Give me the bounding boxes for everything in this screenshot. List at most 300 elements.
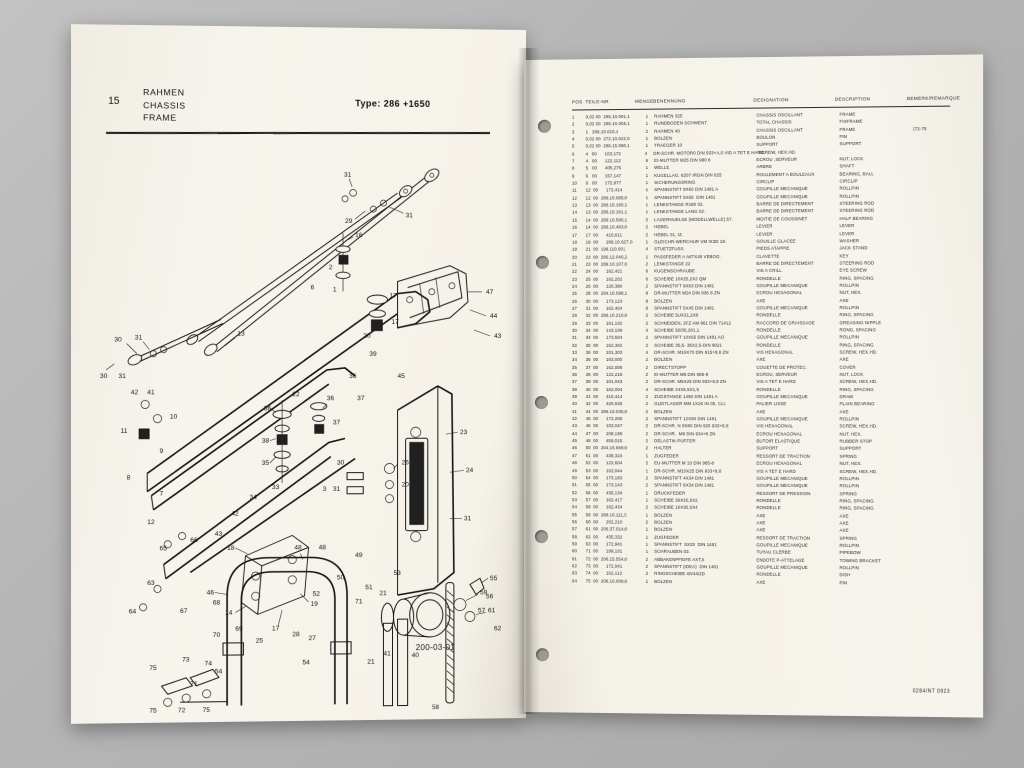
cell-designation: RONDELLE — [756, 497, 781, 503]
cell-benennung: ZUGFEDER — [654, 534, 679, 540]
svg-text:31: 31 — [118, 373, 126, 381]
cell-designation: GOUPILLE MECANIQUE — [756, 475, 808, 481]
svg-text:9: 9 — [159, 448, 164, 456]
cell-pos: 41 — [572, 408, 578, 414]
cell-pos: 3 — [572, 129, 575, 135]
cell-part-number: 30 00 173,123 — [585, 298, 623, 304]
cell-qty: 1 — [645, 534, 649, 540]
cell-description: AXE — [839, 513, 849, 519]
table-row — [572, 371, 953, 379]
cell-benennung: SPANNSTIFT 10X55 DIN 1481 AO — [654, 334, 725, 341]
cell-designation: SUPPORT — [756, 142, 779, 148]
cell-pos: 30 — [572, 327, 578, 333]
svg-text:12: 12 — [147, 519, 155, 527]
column-header-description: DESCRIPTION — [834, 96, 871, 102]
cell-remark — [913, 416, 953, 424]
cell-pos: 48 — [572, 460, 578, 466]
cell-designation: BUTOIR ELASTIQUE — [756, 438, 801, 444]
svg-text:54: 54 — [214, 668, 223, 676]
cell-designation: TOTAL CHASSIS — [756, 119, 792, 126]
cell-qty: 1 — [645, 541, 649, 547]
cell-benennung: DR-SCHR. M6X25 DIN 933+8,8 ZN — [654, 379, 727, 385]
cell-benennung: HALTER — [654, 445, 672, 451]
cell-pos: 51 — [572, 482, 578, 488]
cell-qty: 2 — [645, 438, 649, 444]
cell-qty: 1 — [645, 187, 649, 193]
cell-part-number: 32 00 286.10.210,0 — [585, 313, 628, 319]
cell-description: RING, SPACING — [839, 386, 874, 392]
cell-benennung: BOLZEN — [654, 512, 673, 518]
cell-qty: 2 — [645, 357, 649, 363]
cell-pos: 18 — [572, 239, 578, 245]
cell-qty: 2 — [645, 394, 649, 400]
cell-part-number: 0,02 00 286.10.001,1 — [585, 113, 630, 120]
cell-qty: 1 — [645, 526, 649, 532]
cell-description: RING, SPACING — [839, 342, 874, 348]
cell-qty: 2 — [645, 556, 649, 562]
cell-designation: CIRCLIP — [756, 179, 775, 185]
cell-pos: 27 — [572, 305, 578, 311]
cell-part-number: 36 00 101,303 — [585, 349, 623, 355]
svg-text:18: 18 — [227, 544, 235, 552]
cell-part-number: 57 00 162,417 — [585, 497, 623, 503]
cell-qty: 4 — [645, 327, 649, 333]
page-number: 15 — [108, 95, 120, 107]
svg-text:14: 14 — [225, 609, 233, 617]
cell-part-number: 6 00 157,147 — [585, 172, 622, 179]
cell-qty: 2 — [645, 504, 649, 510]
cell-pos: 21 — [572, 261, 578, 267]
cell-description: LEVER — [839, 230, 855, 236]
cell-part-number: 26 00 120,380 — [585, 283, 623, 289]
cell-qty: 1 — [645, 578, 649, 584]
cell-qty: 2 — [645, 460, 649, 466]
cell-qty: 1 — [645, 121, 649, 127]
cell-designation: PALIER LISSE — [756, 401, 787, 407]
cell-description: PIN — [839, 579, 848, 586]
cell-designation: BARRE DE DIRECTEMENT — [756, 260, 814, 266]
cell-pos: 49 — [572, 467, 578, 473]
cell-description: STEERING ROD — [839, 260, 875, 266]
cell-designation: GOUPILLE MECANIQUE — [756, 416, 808, 422]
svg-text:2: 2 — [328, 264, 333, 272]
right-page — [524, 54, 983, 717]
cell-benennung: STUETZFUSS — [654, 246, 684, 252]
cell-remark — [913, 326, 953, 334]
svg-text:51: 51 — [365, 584, 373, 592]
cell-designation: RESSORT DE PRESSION — [756, 490, 811, 496]
cell-benennung: DR-SCHR. M16X70 DIN 915+8,8 ZN — [654, 349, 729, 355]
svg-text:55: 55 — [490, 575, 498, 583]
cell-description: SCREW, HEX.HD. — [839, 468, 878, 474]
cell-remark — [913, 378, 953, 385]
cell-description: DRAW — [839, 394, 854, 400]
svg-text:30: 30 — [336, 459, 345, 467]
cell-designation: GOUPILLE MECANIQUE — [756, 334, 808, 340]
cell-remark — [913, 281, 953, 289]
cell-qty: 8 — [645, 298, 649, 304]
left-column-hardware — [120, 389, 243, 640]
cell-benennung: EU-MUTTER M 10 DIN 985-8 — [654, 460, 715, 466]
svg-text:40: 40 — [411, 652, 419, 660]
cell-remark — [913, 266, 953, 274]
cell-designation: LEVIER — [756, 231, 773, 237]
cell-qty: 1 — [645, 209, 649, 215]
cell-qty: 2 — [645, 217, 649, 223]
cell-part-number: 1 286.10.010,1 — [585, 128, 619, 135]
cell-part-number: 13 00 286.10.160,1 — [585, 202, 628, 208]
cell-description: ROLLPIN — [839, 304, 860, 311]
cell-qty: 2 — [645, 401, 649, 407]
svg-text:31: 31 — [134, 334, 143, 342]
cell-benennung: RAHMEN 325 — [654, 113, 683, 119]
cell-description: RONG, SPACING — [839, 327, 877, 333]
cell-part-number: 34 00 143,109 — [585, 327, 623, 333]
cell-part-number: 61 00 206.37.014,0 — [585, 526, 628, 532]
cell-qty: 2 — [645, 371, 649, 377]
cell-designation: RONDELLE — [756, 312, 781, 318]
cell-part-number: 34 00 173,504 — [585, 335, 623, 341]
cell-benennung: DELASTIK-PUFFER — [654, 438, 696, 444]
cell-remark — [913, 490, 953, 498]
exploded-assembly-drawing — [92, 138, 510, 715]
cell-part-number: 28 00 284.10.598,1 — [585, 290, 628, 297]
cell-qty: 8 — [645, 290, 649, 296]
cell-description: SHAFT — [839, 163, 855, 169]
cell-pos: 17 — [572, 232, 578, 238]
cell-description: ROLLPIN — [839, 565, 860, 571]
svg-text:38: 38 — [261, 437, 270, 445]
cell-benennung: SCHEIBE 36X25,5X2 — [654, 497, 698, 503]
cell-description: CIRCLIP — [839, 178, 858, 184]
cell-benennung: TRAEGER 10 — [654, 142, 683, 149]
svg-text:49: 49 — [355, 552, 363, 560]
cell-benennung: ZUGSTANGE 1490 DIN 1481 A — [654, 394, 718, 400]
cell-benennung: SPANNSTIFT 5X65 DIN 1481 — [654, 194, 716, 200]
cell-designation: VIS A TET E HARD — [756, 468, 796, 474]
cell-benennung: SCHNEIDEN, 2FZ AM 861 DIN 71412 — [654, 320, 731, 326]
svg-text:13: 13 — [237, 330, 245, 338]
cell-remark — [913, 386, 953, 393]
cell-part-number: 60 00 202,210 — [585, 519, 623, 525]
cell-description: SUPPORT — [839, 141, 862, 147]
svg-text:23: 23 — [459, 429, 468, 437]
cell-benennung: BOLZEN — [654, 519, 673, 525]
svg-text:45: 45 — [397, 373, 405, 381]
cell-qty: 1 — [645, 202, 649, 208]
cell-qty: 1 — [645, 497, 649, 503]
cell-qty: 4 — [644, 150, 648, 156]
cell-part-number: 62 00 435,332 — [585, 533, 623, 540]
cell-designation: GOUPILLE MECANIQUE — [756, 186, 808, 192]
cell-remark — [913, 311, 953, 319]
cell-qty: 1 — [645, 194, 649, 200]
cell-benennung: KUGELLAG. 6207 IRGN DIN 625 — [654, 172, 722, 178]
parts-table-header — [572, 95, 961, 105]
cell-part-number: 14 00 289.10.590,1 — [585, 217, 628, 223]
cell-description: RUBBER STOP — [839, 438, 873, 444]
cell-pos: 50 — [572, 475, 578, 481]
cell-description: COVER — [839, 364, 856, 370]
header-rule — [106, 132, 490, 134]
cell-benennung: RINGSCHEIBE 40/44/2D — [654, 571, 705, 577]
svg-text:39: 39 — [369, 350, 377, 358]
svg-text:36: 36 — [326, 395, 335, 403]
open-book — [78, 18, 978, 730]
cell-pos: 10 — [572, 180, 578, 186]
cell-pos: 6 — [572, 151, 575, 157]
cell-part-number: 51 00 438,324 — [585, 452, 623, 459]
cell-designation: ECROU HEXAGONAL — [756, 460, 803, 466]
cell-qty: 1 — [645, 467, 649, 473]
cell-designation: ECROU HEXAGONAL — [756, 290, 803, 296]
cell-pos: 28 — [572, 313, 578, 319]
cell-part-number: 71 00 199,101 — [585, 548, 623, 554]
cell-part-number: 42 00 420,626 — [585, 401, 623, 407]
cell-qty: 1 — [645, 172, 649, 178]
cell-benennung: EI-MUTTER M9 DIN 985-8 — [654, 371, 709, 377]
cell-qty: 2 — [645, 571, 649, 577]
cell-remark — [913, 348, 953, 356]
cell-benennung: ZUGFEDER — [654, 453, 679, 459]
cell-qty: 2 — [645, 128, 649, 134]
cell-benennung: DR-SCHR. M10X25 DIN 933+8,8 — [654, 467, 722, 474]
cell-designation: BARRE DE DIRECTEMENT — [756, 201, 814, 207]
cell-qty: 4 — [645, 386, 649, 392]
svg-text:19: 19 — [310, 600, 318, 608]
cell-benennung: BOLZEN — [654, 135, 673, 141]
cell-qty: 1 — [645, 239, 649, 245]
cell-qty: 6 — [645, 158, 649, 164]
cell-remark — [913, 579, 953, 587]
column-header-part-number: TEILE-NR — [585, 99, 609, 105]
cell-benennung: HEBEL — [654, 224, 669, 230]
cell-qty: 1 — [645, 453, 649, 459]
cell-part-number: 39 00 101,043 — [585, 379, 623, 385]
cell-description: HALF BEARING — [839, 215, 874, 221]
cell-part-number: 4 00 122,112 — [585, 158, 621, 164]
cell-part-number: 59 00 289.10.111,0 — [585, 511, 627, 518]
cell-description: KEY — [839, 252, 849, 259]
cell-qty: 1 — [645, 512, 649, 518]
cell-description: TOWING BRACKET — [839, 557, 882, 563]
cell-pos: 56 — [572, 519, 578, 525]
svg-text:68: 68 — [212, 599, 221, 607]
cell-part-number: 5 00 405,275 — [585, 165, 622, 171]
cell-part-number: 41 00 410,414 — [585, 394, 623, 400]
cell-designation: PIEDS ATAPPIE — [756, 245, 790, 252]
cell-description: NUT, HEX. — [839, 461, 862, 467]
cell-description: AXE — [839, 520, 849, 526]
cell-part-number: 9 00 172,977 — [585, 180, 622, 186]
cell-designation: RONDELLE — [756, 571, 781, 578]
svg-text:48: 48 — [318, 544, 327, 552]
cell-description: STEERING ROD — [839, 200, 875, 207]
left-bracket-plate — [225, 535, 318, 633]
bottom-left-small-parts — [149, 656, 227, 715]
svg-text:26: 26 — [401, 459, 409, 467]
cell-pos: 11 — [572, 188, 577, 194]
cell-qty: 2 — [645, 231, 649, 237]
title-line-de: RAHMEN — [143, 86, 185, 98]
cell-part-number: 50 00 204.15.669,0 — [585, 445, 628, 451]
svg-text:30: 30 — [99, 373, 108, 381]
cell-designation: ROULEMENT A BOULEAUX — [756, 171, 815, 177]
cell-pos: 25 — [572, 291, 578, 297]
cell-description: SCREW, HEX.HD. — [839, 349, 878, 355]
cell-designation: SUPPORT — [756, 445, 779, 452]
svg-text:43: 43 — [214, 530, 223, 538]
svg-text:67: 67 — [180, 607, 188, 616]
cell-pos: 33 — [572, 349, 578, 355]
cell-qty: 2 — [645, 408, 649, 414]
cell-benennung: SCHRAUBEN 03. — [654, 549, 691, 555]
cell-benennung: SCHEIBE 10X25,2X2 QM — [654, 275, 707, 282]
cell-pos: 29 — [572, 320, 578, 326]
cell-part-number: 48 00 459,015 — [585, 438, 623, 444]
cell-pos: 57 — [572, 526, 578, 532]
cell-pos: 42 — [572, 416, 578, 422]
cell-remark — [913, 460, 953, 468]
cell-designation: ECROU ,SERVEUR — [756, 156, 798, 163]
cell-remark — [913, 363, 953, 370]
cell-pos: 62 — [572, 563, 578, 569]
svg-text:47: 47 — [485, 288, 494, 296]
svg-text:71: 71 — [355, 598, 363, 606]
svg-text:20: 20 — [401, 481, 409, 489]
column-header-benennung: BENENNUNG — [653, 98, 686, 104]
svg-text:6: 6 — [310, 284, 315, 292]
cell-designation: ECROU, SERVEUR — [756, 371, 798, 377]
cell-remark — [913, 445, 953, 453]
cell-description: AXE — [839, 527, 849, 534]
svg-text:31: 31 — [344, 171, 352, 179]
steering-rod-upper — [185, 164, 441, 357]
cell-pos: 2 — [572, 121, 575, 127]
cell-qty: 8 — [645, 305, 649, 311]
cell-benennung: SCHEIBE 24X6,5X1,5 — [654, 386, 699, 392]
cell-benennung: LENKSTANGE 22 — [654, 261, 691, 267]
cell-benennung: SPANNSTIFT 5X45 DIN 1481 — [654, 305, 715, 311]
cell-qty: 2 — [645, 430, 649, 437]
cell-designation: AXE — [756, 520, 766, 526]
cell-part-number: 31 00 162,404 — [585, 305, 623, 311]
cell-description: EYE SCREW — [839, 267, 867, 273]
title-line-fr: CHASSIS — [143, 99, 186, 111]
cell-pos: 36 — [572, 372, 578, 378]
cell-qty: 1 — [645, 113, 649, 119]
cell-part-number: 56 00 435,134 — [585, 489, 623, 495]
svg-text:57: 57 — [477, 607, 486, 615]
svg-text:17: 17 — [389, 292, 397, 300]
svg-text:53: 53 — [393, 569, 401, 577]
cell-description: SUPPORT — [839, 446, 862, 452]
cell-benennung: SPANNSTIFT 5X33 DIN 1481 — [654, 541, 717, 548]
cell-benennung: SICHERUNGSRING — [654, 179, 696, 186]
cell-designation: BOULON — [756, 134, 776, 140]
cell-part-number: 0,02 00 272.10.022,0 — [585, 136, 630, 142]
column-header-qty: MENGE — [635, 98, 654, 104]
cell-designation: CLAVETTE — [756, 253, 780, 259]
cell-description: NUT, LOCK — [839, 371, 864, 377]
svg-text:46: 46 — [206, 589, 215, 597]
svg-text:73: 73 — [182, 656, 190, 664]
type-label: Type: 286 +1650 — [355, 98, 431, 110]
cell-benennung: DR-SCHR. MOTOR0 DIN 933+A,0 VID A TET E HARD — [653, 149, 765, 156]
cell-pos: 46 — [572, 445, 578, 451]
cell-designation: GOUPILLE MECANIQUE — [756, 483, 808, 489]
cell-remark — [913, 453, 953, 461]
cell-qty: 4 — [645, 349, 649, 355]
cell-designation: VIS A CRILL — [756, 268, 782, 274]
cell-pos: 47 — [572, 452, 578, 458]
cell-qty: 2 — [645, 342, 649, 348]
cell-designation: GOUPILLE MECANIQUE — [756, 193, 808, 200]
cell-qty: 1 — [645, 135, 649, 141]
cell-designation: CHASSIS OSCILLANT — [756, 112, 803, 118]
main-frame-beam — [147, 264, 501, 491]
cell-qty: 6 — [645, 268, 649, 274]
cell-remark — [913, 289, 953, 297]
cell-designation: RONDELLE — [756, 342, 781, 348]
cell-qty: 2 — [645, 335, 649, 341]
cell-pos: 5 — [572, 143, 575, 149]
cell-description: PLAIN BEARING — [839, 401, 875, 407]
cell-part-number: 0,02 00 286.10.004,1 — [585, 121, 630, 127]
cell-description: ROLLPIN — [839, 334, 860, 340]
svg-text:37: 37 — [357, 395, 365, 403]
svg-text:52: 52 — [312, 590, 320, 598]
svg-text:41: 41 — [383, 650, 391, 658]
svg-text:11: 11 — [120, 427, 128, 435]
cell-benennung: GLEITLAGER MM 1X26 IN 05. CLI. — [654, 401, 727, 407]
svg-text:41: 41 — [147, 389, 155, 397]
cell-designation: AXE — [756, 527, 766, 533]
cell-description: LEVER — [839, 223, 855, 229]
cell-pos: 14 — [572, 210, 578, 216]
svg-text:70: 70 — [212, 631, 221, 640]
svg-text:20: 20 — [363, 332, 371, 340]
cell-designation: ENDOTE P-ATTELAGE — [756, 557, 805, 563]
cell-description: ROLLPIN — [839, 483, 860, 489]
cell-description: STEERING ROD — [839, 208, 875, 214]
cell-designation: AXE — [756, 579, 766, 585]
cell-remark — [913, 408, 953, 415]
cell-part-number: 12 00 286.10.085,0 — [585, 195, 628, 201]
svg-text:42: 42 — [130, 389, 139, 397]
cell-benennung: SCHEIBE 35,5- 35X2,5-DIN 9021 — [654, 342, 723, 348]
drawing-code: 200-03-01 — [415, 642, 456, 653]
svg-text:58: 58 — [431, 704, 440, 712]
cell-part-number: 18 00 289.10.627,0 — [585, 239, 633, 245]
cell-benennung: RAHMEN 40 — [654, 128, 680, 134]
svg-text:44: 44 — [490, 312, 498, 320]
svg-text:33: 33 — [271, 484, 280, 492]
cell-part-number: 75 00 206.10.009,0 — [585, 578, 628, 584]
cell-description: ROLLPIN — [839, 185, 860, 192]
cell-pos: 54 — [572, 504, 578, 510]
svg-text:75: 75 — [202, 706, 210, 715]
cell-benennung: ABBAKENPFEIFE AXT,II — [654, 556, 705, 562]
svg-text:62: 62 — [494, 625, 502, 633]
svg-text:22: 22 — [292, 391, 300, 399]
cell-benennung: KUGENSCHRAUBE — [654, 268, 696, 274]
cell-description: BEARING, BALL — [839, 170, 874, 177]
svg-text:54: 54 — [302, 659, 310, 667]
cell-pos: 63 — [572, 570, 578, 576]
cell-designation: AXE — [756, 512, 766, 518]
cell-designation: RONDELLE — [756, 275, 781, 281]
